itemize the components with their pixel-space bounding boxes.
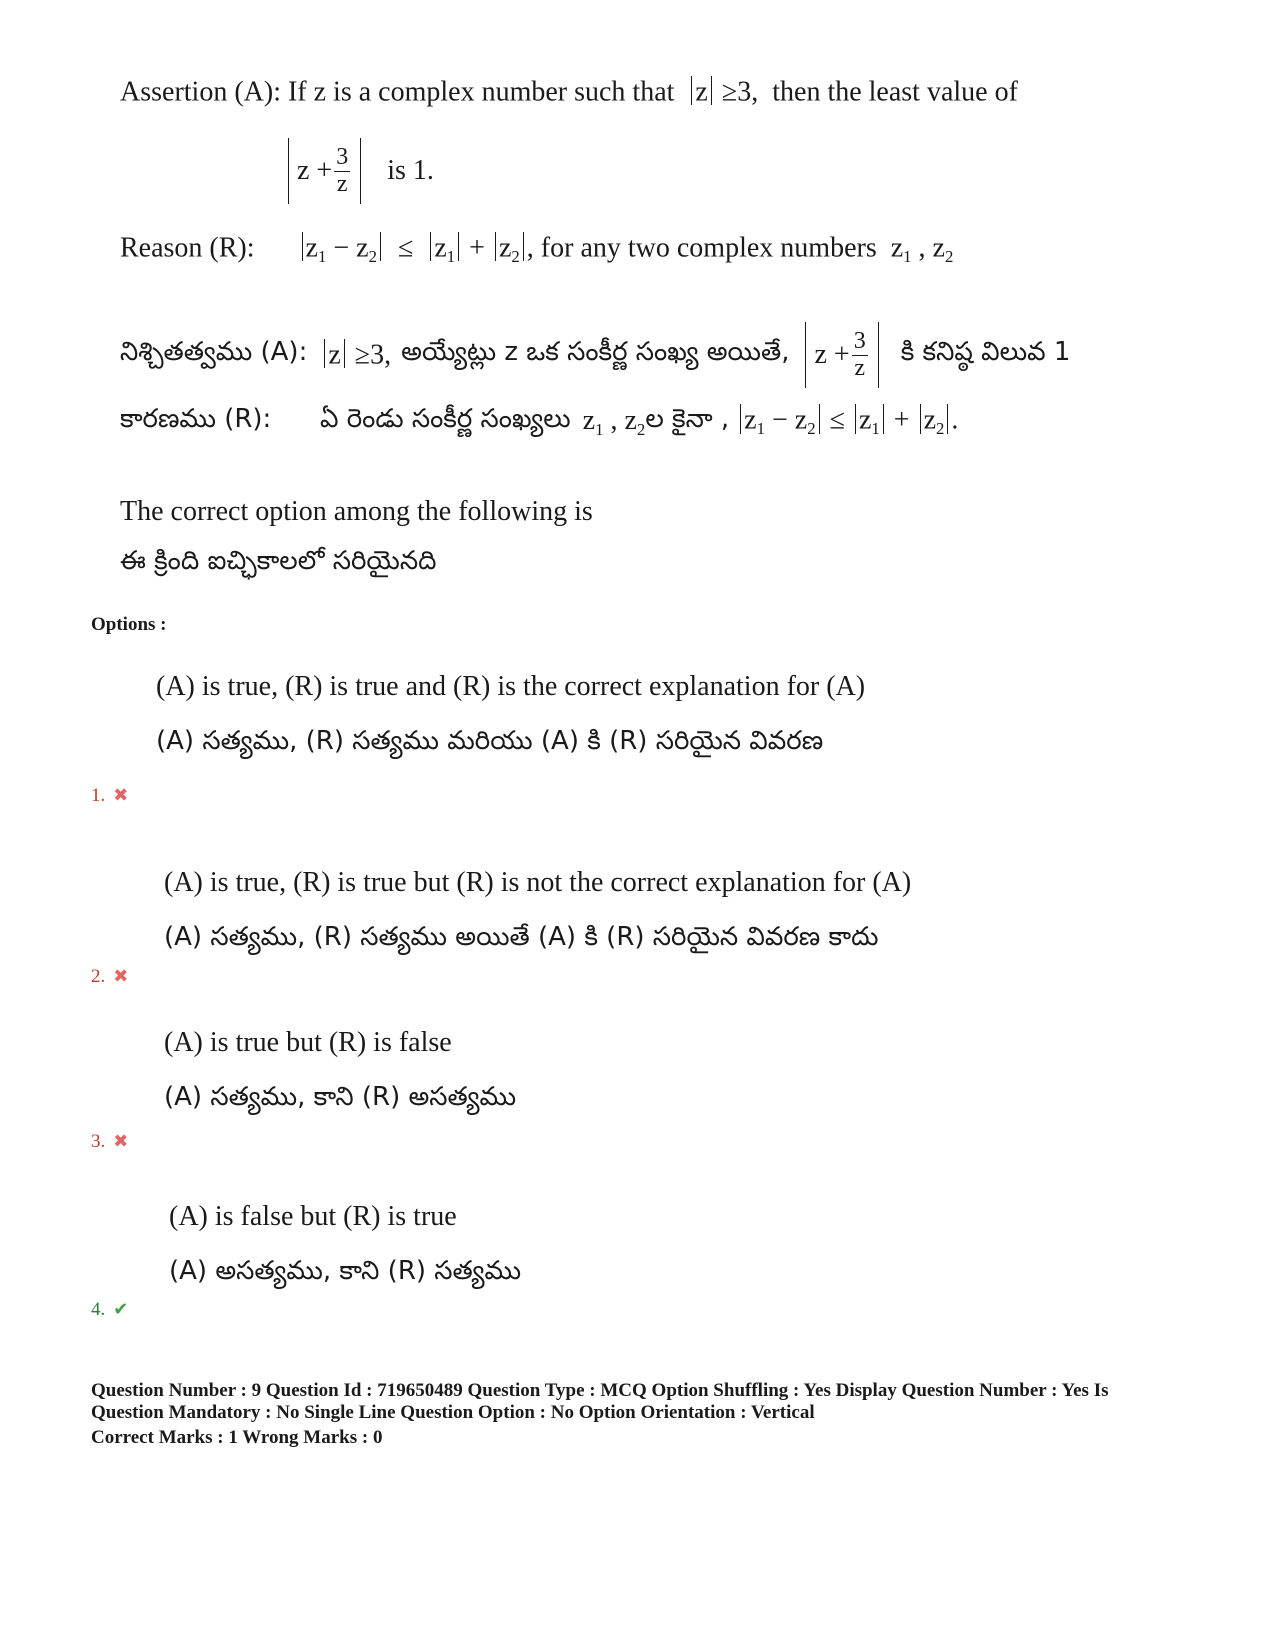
prompt-telugu: ఈ క్రింది ఐచ్ఛికాలలో సరియైనది — [120, 546, 437, 576]
option-2-marker[interactable] — [91, 966, 128, 988]
fraction-numerator: 3 — [336, 144, 349, 171]
assertion-label: Assertion (A): — [120, 76, 281, 108]
prompt-english: The correct option among the following is — [120, 496, 593, 527]
assertion-condition: ≥3, — [721, 76, 759, 108]
option-4-number: 4. — [91, 1299, 106, 1320]
telugu-assertion-label: నిశ్చితత్వము (A): — [120, 337, 308, 367]
options-label: Options : — [91, 614, 167, 635]
option-3-number: 3. — [91, 1131, 106, 1152]
option-1-telugu[interactable]: (A) సత్యము, (R) సత్యము మరియు (A) కి (R) సరియైన వివరణ — [156, 726, 824, 756]
telugu-reason-label: కారణము (R): — [120, 404, 272, 434]
option-2-telugu[interactable]: (A) సత్యము, (R) సత్యము అయితే (A) కి (R) సరియైన వివరణ కాదు — [164, 922, 879, 952]
reason-label: Reason (R): — [120, 232, 255, 264]
question-meta-line-2: Question Mandatory : No Single Line Question Option : No Option Orientation : Vertical — [91, 1402, 815, 1423]
question-marks: Correct Marks : 1 Wrong Marks : 0 — [91, 1427, 383, 1448]
option-3-marker[interactable] — [91, 1131, 128, 1153]
assertion-text-2: then the least value of — [772, 76, 1018, 108]
check-icon: ✔ — [113, 1299, 129, 1319]
wrong-icon: ✖ — [113, 1131, 129, 1151]
telugu-assertion-tail: కి కనిష్ఠ విలువ 1 — [900, 337, 1071, 367]
assertion-conclusion: is 1. — [387, 155, 434, 186]
option-2-number: 2. — [91, 966, 106, 987]
assertion-text: If z is a complex number such that — [287, 76, 675, 108]
wrong-icon: ✖ — [113, 785, 129, 805]
telugu-condition: ≥3, — [354, 339, 392, 371]
reason-line: Reason (R): $z_1 - z_2 \le z_1 + z_2$ , for any two complex numbers $z_1$ , $z_2$ — [120, 232, 954, 267]
assertion-line: Assertion (A): If z is a complex number such that z ≥3, then the least value of — [120, 76, 1018, 108]
option-3-telugu[interactable]: (A) సత్యము, కాని (R) అసత్యము — [164, 1082, 517, 1112]
option-2-english[interactable]: (A) is true, (R) is true but (R) is not the correct explanation for (A) — [164, 867, 912, 898]
telugu-assertion-line: నిశ్చితత్వము (A): z ≥3, అయ్యేట్లు z ఒక సంకీర్ణ సంఖ్య అయితే, z + $\frac{3}{z}$ కి కనిష్ఠ విలువ 1 — [120, 322, 1070, 388]
option-3-english[interactable]: (A) is true but (R) is false — [164, 1027, 452, 1058]
option-1-number: 1. — [91, 785, 106, 806]
option-1-marker[interactable] — [91, 785, 128, 807]
reason-tail: , for any two complex numbers — [526, 232, 877, 264]
option-4-marker[interactable] — [91, 1299, 128, 1321]
fraction-denominator: z — [336, 170, 348, 197]
telugu-reason-text: ఏ రెండు సంకీర్ణ సంఖ్యలు — [320, 404, 571, 434]
question-meta-line-1: Question Number : 9 Question Id : 719650489 Question Type : MCQ Option Shuffling : Yes Display Question Number : Yes Is — [91, 1380, 1109, 1401]
fraction — [334, 145, 350, 196]
telugu-assertion-text: అయ్యేట్లు z ఒక సంకీర్ణ సంఖ్య అయితే, — [401, 337, 790, 367]
telugu-reason-mid: ల కైనా , — [645, 404, 730, 434]
telugu-reason-line: కారణము (R): ఏ రెండు సంకీర్ణ సంఖ్యలు $z_1$ , $z_2$ ల కైనా , $z_1 - z_2 \le z_1 + z_2$ . — [120, 404, 959, 439]
assertion-expression — [288, 138, 434, 204]
wrong-icon: ✖ — [113, 966, 129, 986]
expr-z-plus: z + — [297, 155, 333, 186]
option-1-english[interactable]: (A) is true, (R) is true and (R) is the correct explanation for (A) — [156, 671, 866, 702]
option-4-english[interactable]: (A) is false but (R) is true — [169, 1201, 457, 1232]
option-4-telugu[interactable]: (A) అసత్యము, కాని (R) సత్యము — [169, 1256, 522, 1286]
